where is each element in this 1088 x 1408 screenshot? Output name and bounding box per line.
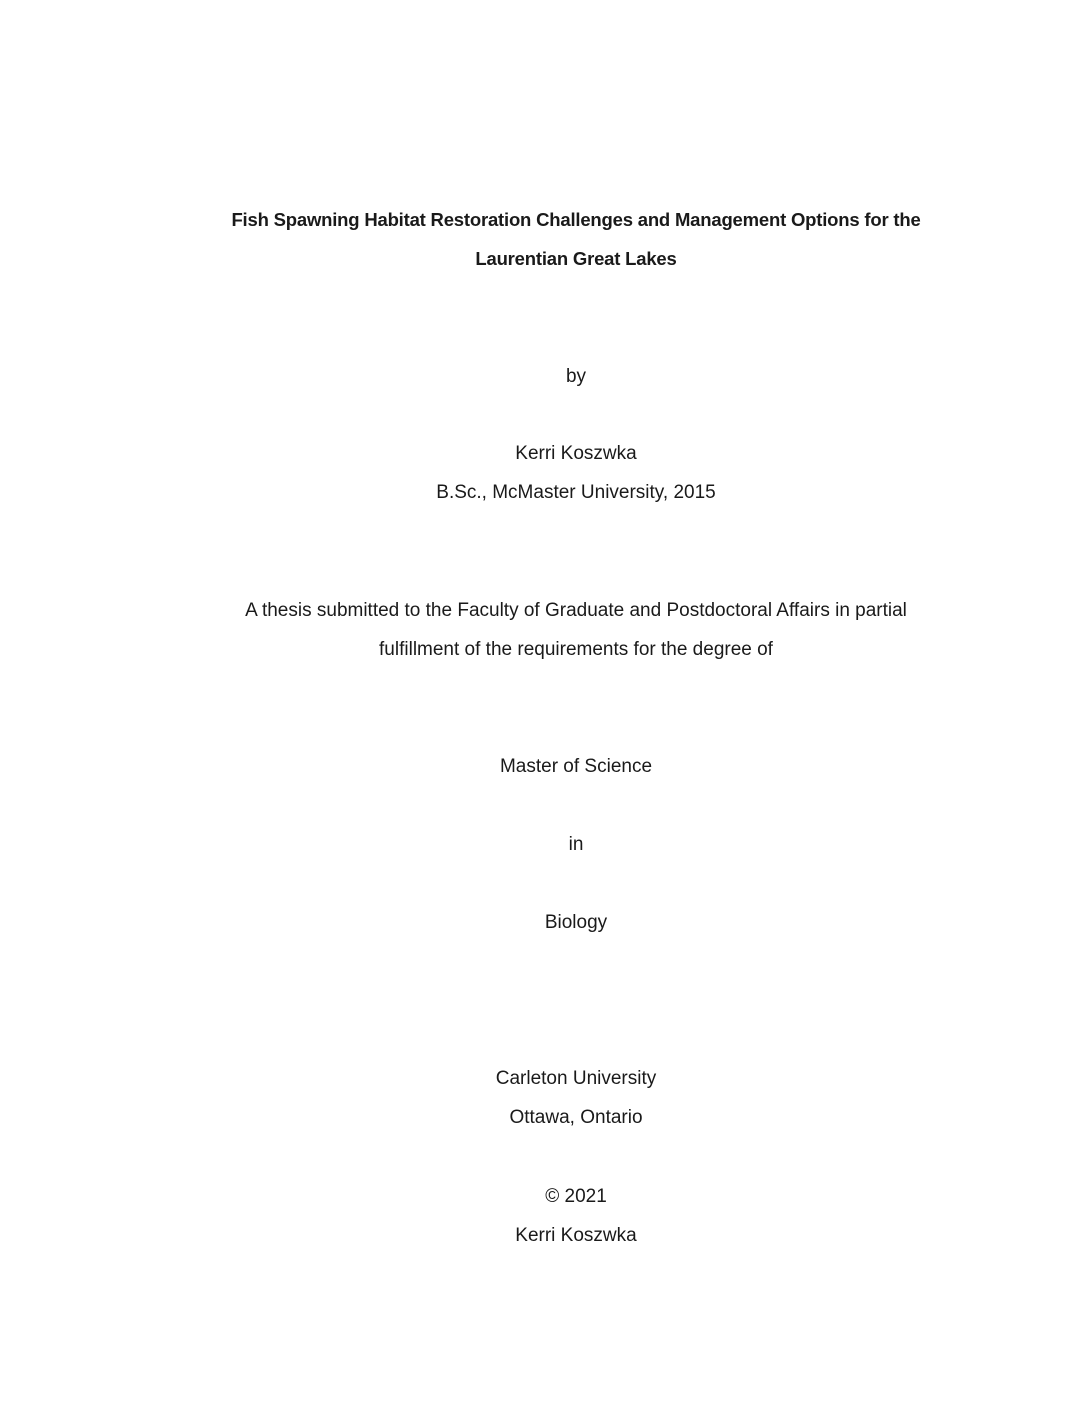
author-name: Kerri Koszwka — [515, 443, 637, 464]
in-label: in — [568, 834, 584, 855]
copyright-holder: Kerri Koszwka — [515, 1225, 637, 1246]
institution-name: Carleton University — [495, 1068, 657, 1089]
thesis-statement-line-1: A thesis submitted to the Faculty of Graduate and Postdoctoral Affairs in partial — [245, 600, 907, 621]
prior-degree: B.Sc., McMaster University, 2015 — [436, 482, 716, 503]
thesis-statement-line-2: fulfillment of the requirements for the degree of — [379, 639, 773, 660]
by-label: by — [565, 366, 587, 387]
degree-name: Master of Science — [499, 756, 653, 777]
institution-location: Ottawa, Ontario — [509, 1107, 643, 1128]
thesis-title-line-1: Fish Spawning Habitat Restoration Challenges and Management Options for the — [231, 209, 921, 230]
copyright-year: © 2021 — [545, 1186, 607, 1207]
thesis-title-line-2: Laurentian Great Lakes — [475, 248, 677, 269]
field-of-study: Biology — [544, 912, 608, 933]
